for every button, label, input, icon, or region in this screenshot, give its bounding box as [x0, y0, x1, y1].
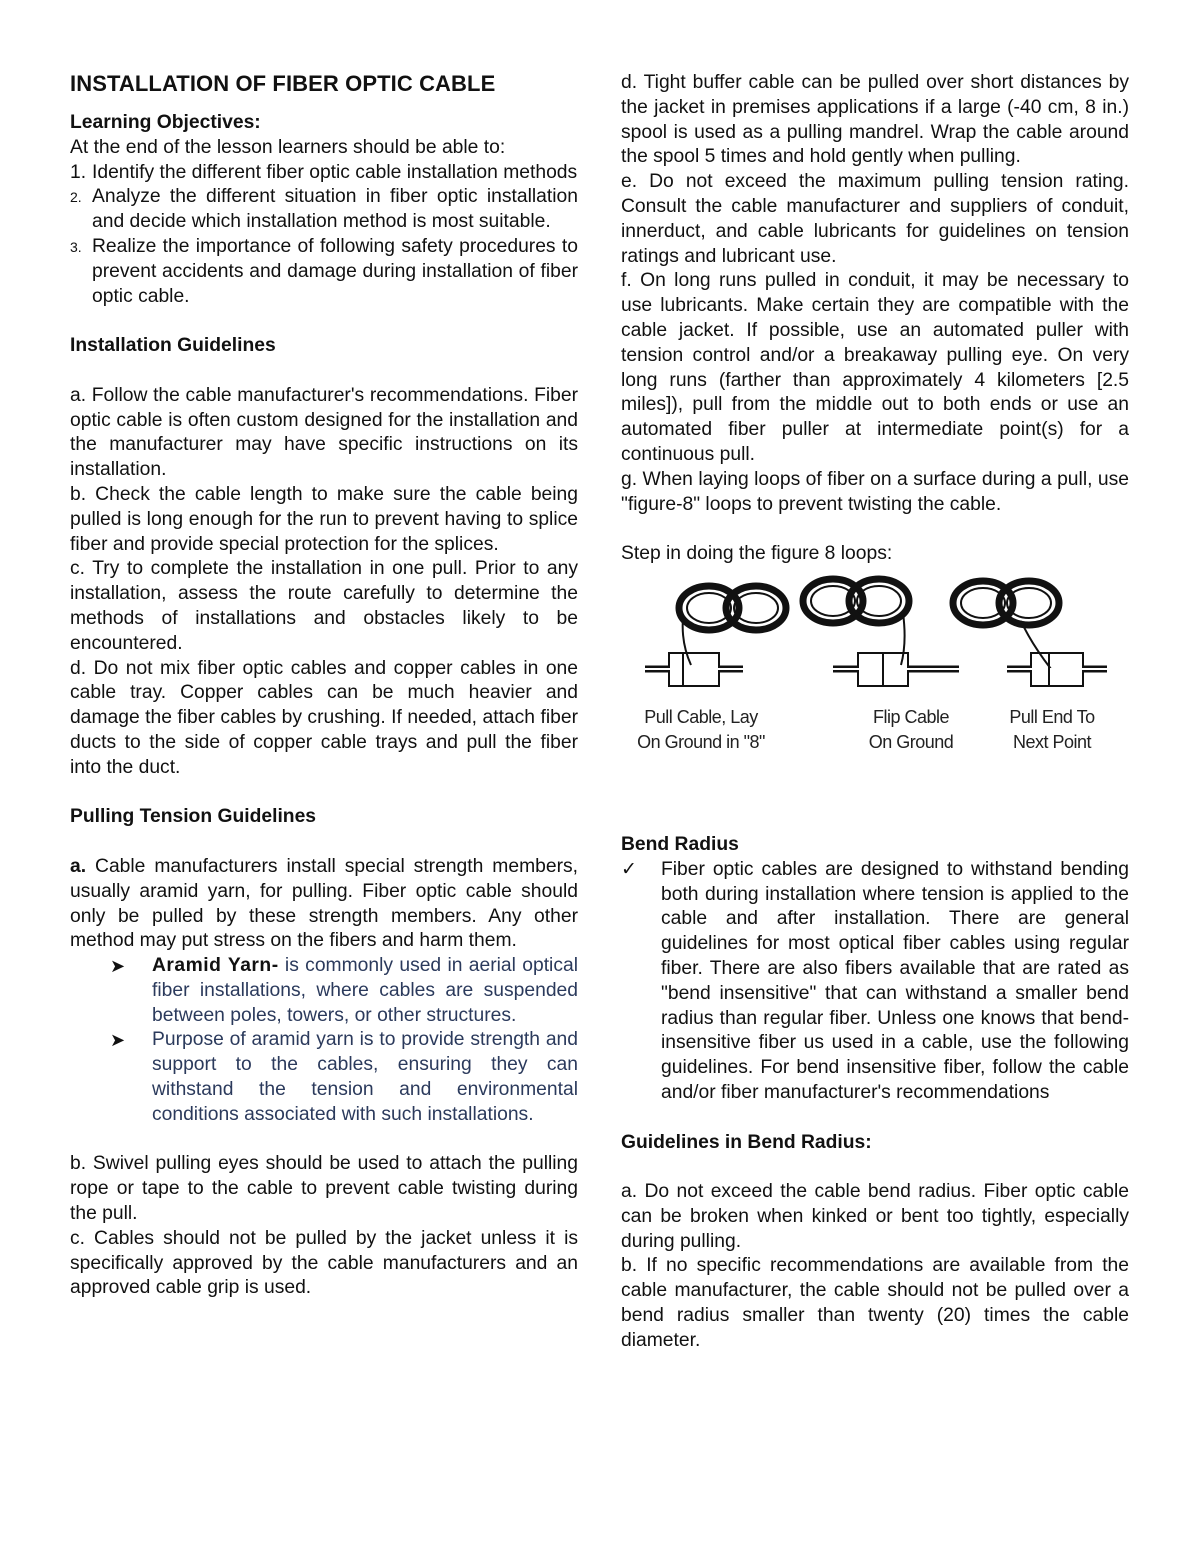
objective-text: Realize the importance of following safety procedures to prevent accidents and damage during installation of fiber optic cable.	[92, 235, 578, 307]
figure-caption-step-2: Flip Cable On Ground	[868, 706, 954, 752]
pulling-item-d: d. Tight buffer cable can be pulled over short distances by the jacket in premises applications if a large (-40 cm, 8 in.) spool is used as a pulling mandrel. Wrap the cable around the spool 5 times and hold gently when pulling.	[621, 72, 1129, 168]
bullet-text: is commonly used in aerial optical fiber installations, where cables are suspended between poles, towers, or other structures.	[152, 955, 578, 1026]
pulling-item-g: g. When laying loops of fiber on a surface during a pull, use "figure-8" loops to prevent twisting the cable.	[621, 468, 1129, 515]
installation-item: a. Follow the cable manufacturer's recommendations. Fiber optic cable is often custom designed for the installation and the manufacturer may have specific instructions on its installation.	[70, 384, 578, 481]
figure-intro: Step in doing the figure 8 loops:	[621, 543, 893, 565]
objective-item	[70, 185, 578, 235]
left-column	[70, 70, 578, 1301]
bend-radius-heading: Bend Radius	[621, 833, 739, 855]
installation-item: c. Try to complete the installation in one pull. Prior to any installation, assess the route carefully to determine the methods of installations and obstacles likely to be encountered.	[70, 558, 578, 654]
coil-step-3	[953, 581, 1059, 669]
document-title: INSTALLATION OF FIBER OPTIC CABLE	[70, 71, 496, 96]
pulling-item-a	[70, 855, 578, 954]
bullet-item	[110, 954, 578, 1028]
bullet-item	[110, 1028, 578, 1127]
bend-radius-item	[621, 858, 1129, 1106]
installation-guidelines-heading: Installation Guidelines	[70, 335, 276, 357]
pulling-item-a-text: Cable manufacturers install special strength members, usually aramid yarn, for pulling. Fiber optic cable should only be pulled by these strength members. Any other method may put stress on the fibers and harm them.	[70, 855, 578, 952]
bend-guideline-item: b. If no specific recommendations are available from the cable manufacturer, the cable should not be pulled over a bend radius smaller than twenty (20) times the cable diameter.	[621, 1255, 1129, 1351]
checkmark-icon: ✓	[621, 858, 637, 880]
bend-guidelines-heading: Guidelines in Bend Radius:	[621, 1131, 872, 1153]
objective-item	[70, 161, 578, 186]
objectives-intro: At the end of the lesson learners should be able to:	[70, 136, 506, 158]
bullet-text: Purpose of aramid yarn is to provide strength and support to the cables, ensuring they can withstand the tension and environmental conditions associated with such installations.	[152, 1029, 578, 1125]
figure-8-loops-diagram	[621, 573, 1129, 763]
bend-radius-text: Fiber optic cables are designed to withstand bending both during installation where tension is applied to the cable and after installation. There are general guidelines for most optical fiber cables using regular fiber. There are also fibers available that are rated as "bend insensitive" that can withstand a smaller bend radius than regular fiber. Unless one knows that bend-insensitive fiber us used in a cable, use the following guidelines. For bend insensitive fiber, follow the cable and/or fiber manufacturer's recommendations	[661, 858, 1129, 1103]
pulling-item-b: b. Swivel pulling eyes should be used to attach the pulling rope or tape to the cable to prevent cable twisting during the pull.	[70, 1153, 578, 1225]
bend-guideline-item: a. Do not exceed the cable bend radius. Fiber optic cable can be broken when kinked or bent too tightly, especially during pulling.	[621, 1181, 1129, 1252]
pulling-item-c: c. Cables should not be pulled by the jacket unless it is specifically approved by the cable manufacturers and an approved cable grip is used.	[70, 1227, 578, 1299]
objective-text: Identify the different fiber optic cable installation methods	[92, 161, 578, 183]
bullet-label: Aramid Yarn-	[152, 955, 279, 977]
arrow-bullet-icon: ➤	[110, 1030, 126, 1051]
objective-number: 2.	[70, 189, 82, 206]
objective-number: 1.	[70, 161, 87, 183]
pulling-item-a-label: a.	[70, 855, 87, 877]
arrow-bullet-icon: ➤	[110, 956, 126, 977]
objective-number: 3.	[70, 238, 82, 255]
installation-item: b. Check the cable length to make sure the cable being pulled is long enough for the run to prevent having to splice fiber and provide special protection for the splices.	[70, 483, 578, 555]
objective-text: Analyze the different situation in fiber optic installation and decide which installation method is most suitable.	[92, 186, 578, 233]
pulling-item-f: f. On long runs pulled in conduit, it may be necessary to use lubricants. Make certain they are compatible with the cable jacket. If possible, use an automated puller with tension control and/or a breakaway pulling eye. On very long runs (farther than approximately 4 kilometers [2.5 miles]), pull from the middle out to both ends or use an automated fiber puller at intermediate point(s) for a continuous pull.	[621, 270, 1129, 465]
right-column	[621, 71, 1129, 1354]
pulling-tension-heading: Pulling Tension Guidelines	[70, 806, 317, 828]
figure-caption-step-3: Pull End To Next Point	[1009, 706, 1095, 752]
figure-caption-step-1: Pull Cable, Lay On Ground in "8"	[637, 706, 765, 752]
objectives-heading: Learning Objectives:	[70, 112, 261, 133]
installation-item: d. Do not mix fiber optic cables and copper cables in one cable tray. Copper cables can be much heavier and damage the fiber cables by crushing. If needed, attach fiber ducts to the side of copper cable trays and pull the fiber into the duct.	[70, 657, 578, 778]
objective-item	[70, 235, 578, 309]
pulling-item-e: e. Do not exceed the maximum pulling tension rating. Consult the cable manufacturer and suppliers of conduit, innerduct, and cable lubricants for guidelines on tension ratings and lubricant use.	[621, 171, 1129, 267]
